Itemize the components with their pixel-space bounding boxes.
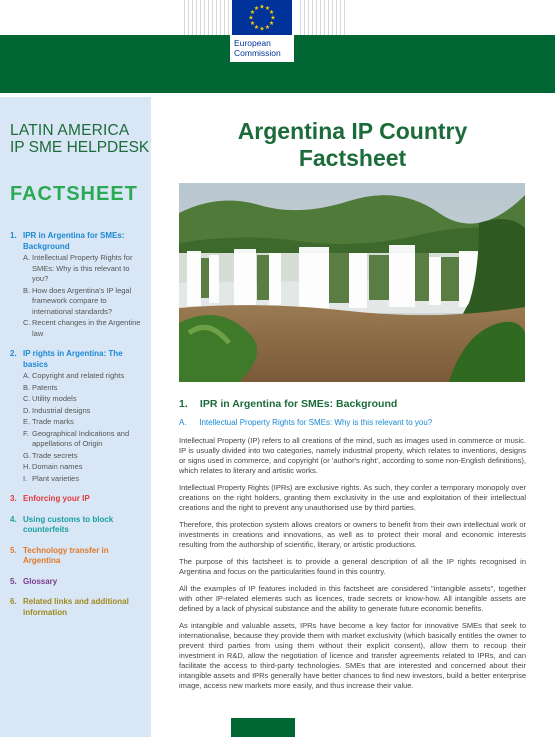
section-heading [179,398,397,410]
toc-subitem-letter: D. [23,405,31,415]
toc-subitem[interactable] [23,406,146,417]
toc-subitem-text: Patents [32,382,58,392]
title-line2: Factsheet [298,145,407,171]
header-stripes-left [184,0,230,35]
page-title [180,118,525,172]
eu-star-icon: ★ [264,6,271,13]
toc-subitem-letter: C. [23,394,31,403]
toc-subitem-letter: I. [23,473,28,483]
toc-subitem[interactable] [23,429,146,450]
toc-subitem[interactable] [23,394,146,405]
toc-item[interactable] [10,577,146,588]
logo-text [234,38,281,58]
toc-subitem-text: Trade secrets [32,450,78,460]
toc-subitem-letter: C. [23,318,31,327]
paragraph: Intellectual Property (IP) refers to all creations of the mind, such as images used in commerce or music. IP is usually divided into two categories, namely industrial property, which relates to inventions, designs or signs used in commerce, and copyright (or 'author's right', according to some non-English definitions), which relates to literary and artistic works. [179,436,526,475]
toc-subitem-text: Copyright and related rights [32,371,125,380]
eu-star-icon: ★ [249,10,256,17]
toc-subitem[interactable] [23,383,146,394]
toc-subitem-letter: B. [23,285,31,295]
eu-star-icon: ★ [259,26,265,33]
toc-subitem[interactable] [23,451,146,462]
toc-title: Technology transfer in Argentina [23,545,109,565]
toc-number: 2. [10,349,17,358]
toc-subitem-text: Plant varieties [32,473,80,483]
toc-subitem-letter: E. [23,417,31,426]
toc-entry[interactable] [10,546,146,567]
toc-item[interactable] [10,597,146,618]
toc-subitem-letter: F. [23,428,29,438]
toc-subitem[interactable] [23,474,146,485]
toc-subitem-letter: B. [23,382,31,392]
paragraph: Therefore, this protection system allows creators or owners to benefit from their own intellectual work or investments in creations and innovations, as well as to protect their moral and economic interests resulting from the authorship of scientific, literary, or artistic productions. [179,520,526,549]
toc-number: 5. [10,545,17,555]
toc-subitem-text: Domain names [32,462,83,471]
toc-item[interactable] [10,231,146,252]
toc-subitem-text: How does Argentina's IP legal framework compare to international standards? [32,285,132,316]
paragraph: The purpose of this factsheet is to provide a general description of all the IP rights recognised in Argentina and focus on the particularities found in this country. [179,557,526,576]
brand-line2: IP SME HELPDESK [10,139,150,156]
toc-subitem-letter: H. [23,462,31,471]
toc-subitem-text: Trade marks [32,417,74,426]
title-line1: Argentina IP Country [237,118,468,144]
paragraph: Intellectual Property Rights (IPRs) are exclusive rights. As such, they confer a temporary monopoly over creations on the right holders, granting them exclusivity in the use and exploitation of their intellectual creations and the right to prevent any unauthorised use by third parties. [179,483,526,512]
section-number: 1. [179,398,188,410]
eu-star-icon: ★ [268,21,275,28]
toc-subitem[interactable] [23,253,146,285]
toc-entry[interactable] [10,349,146,484]
header-stripes-right [300,0,346,35]
toc-number: 6. [10,597,17,606]
toc-subitem[interactable] [23,371,146,382]
eu-star-icon: ★ [268,10,275,17]
subsection-title: Intellectual Property Rights for SMEs: Why is this relevant to you? [199,418,433,427]
toc-subitem-text: Utility models [32,394,77,403]
toc-subitem-text: Geographical Indications and appellations of Origin [32,428,130,448]
toc-title: Enforcing your IP [23,494,90,503]
paragraph: As intangible and valuable assets, IPRs have become a key factor for innovative SMEs that seek to internationalise, because they provide them with market exclusivity (which basically entitles the owner to prevent third parties from using them without their explicit consent), allow them to recoup their investment in R&D, allow the negotiation of licence and transfer agreements related to IPRs, and can facilitate the access to third-party technologies. SMEs that are interested and concerned about their intangible assets and IPRs generally have better chances to find new investors, build a better enterprise image, access new markets more easily, and thus increase their value. [179,621,526,690]
toc-subitem-text: Industrial designs [32,405,91,415]
toc-entry[interactable] [10,577,146,588]
toc-number: 4. [10,514,17,524]
toc-subitem-letter: A. [23,253,31,262]
logo-text-line2: Commission [234,48,281,58]
eu-star-icon: ★ [264,25,271,32]
subsection-heading [179,418,432,427]
toc-item[interactable] [10,515,146,536]
toc-item[interactable] [10,349,146,370]
toc-title: Glossary [23,576,58,586]
toc-subitem-letter: G. [23,450,31,460]
sidebar [0,97,151,737]
body-text [179,436,526,698]
toc-title: Related links and additional information [23,597,129,617]
toc-subitem[interactable] [23,417,146,428]
eu-star-icon: ★ [253,25,260,32]
toc-number: 3. [10,494,17,503]
subsection-letter: A. [179,418,187,427]
waterfall-photo [179,183,525,382]
toc-entry[interactable] [10,494,146,505]
section-title: IPR in Argentina for SMEs: Background [199,398,398,410]
toc-entry[interactable] [10,231,146,339]
factsheet-label: FACTSHEET [10,183,138,205]
logo-text-line1: European [234,38,271,48]
eu-star-icon: ★ [248,15,254,22]
toc-title: IPR in Argentina for SMEs: Background [23,231,125,251]
toc-entry[interactable] [10,597,146,618]
eu-star-icon: ★ [253,6,260,13]
brand-line1: LATIN AMERICA [10,122,130,139]
toc-subitem-letter: A. [23,371,31,380]
paragraph: All the examples of IP features included in this factsheet are considered "intangible assets", together with other IP-related elements such as licences, trade secrets or know-how. All intangible assets are defined by a lack of physical substance and the ability to generate future economic benefits. [179,584,526,613]
toc-number: 1. [10,231,17,240]
eu-star-icon: ★ [259,4,265,11]
toc-number: 5. [10,576,17,586]
table-of-contents [10,231,146,628]
toc-subitem[interactable] [23,462,146,473]
toc-title: IP rights in Argentina: The basics [23,349,123,369]
toc-item[interactable] [10,494,146,505]
toc-title: Using customs to block counterfeits [23,514,114,534]
footer-green-block [231,718,295,737]
toc-entry[interactable] [10,515,146,536]
toc-subitem[interactable] [23,286,146,318]
eu-star-icon: ★ [270,15,276,22]
european-commission-logo[interactable] [230,0,294,62]
toc-subitem[interactable] [23,318,146,339]
toc-subitem-text: Intellectual Property Rights for SMEs: Why is this relevant to you? [32,253,133,283]
toc-item[interactable] [10,546,146,567]
eu-star-icon: ★ [249,21,256,28]
toc-subitem-text: Recent changes in the Argentine law [32,318,141,338]
eu-flag-icon [232,0,292,35]
